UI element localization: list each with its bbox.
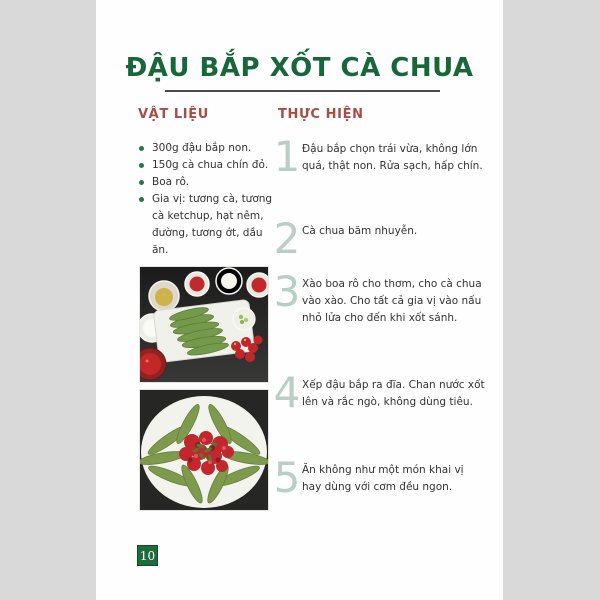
ingredient-item: 300g đậu bắp non. <box>138 140 276 157</box>
step-number: 4 <box>273 368 301 417</box>
step-number: 5 <box>273 453 301 502</box>
step-text: Xếp đậu bắp ra đĩa. Chan nước xốt lên và rắc ngò, không dùng tiêu. <box>302 379 485 408</box>
step-text: Đậu bắp chọn trái vừa, không lớn quá, thật non. Rửa sạch, hấp chín. <box>302 143 483 172</box>
instructions-heading: THỰC HIỆN <box>278 107 364 122</box>
step-1 <box>272 132 492 181</box>
ingredients-list <box>138 140 276 259</box>
step-number: 2 <box>273 214 301 263</box>
ingredients-heading: VẬT LIỆU <box>138 107 209 122</box>
ingredient-item: 150g cà chua chín đỏ. <box>138 157 276 174</box>
ingredient-item: Gia vị: tương cà, tương cà ketchup, hạt nêm, đường, tương ớt, dầu ăn. <box>138 191 276 259</box>
step-text: Xào boa rô cho thơm, cho cà chua vào xào. Cho tất cả gia vị vào nấu nhỏ lửa cho đến khi xốt sánh. <box>302 278 482 324</box>
ingredient-item: Boa rô. <box>138 174 276 191</box>
ingredients-photo <box>140 267 268 382</box>
title-divider <box>165 90 440 92</box>
step-5 <box>272 453 492 502</box>
page-number-badge: 10 <box>137 545 158 566</box>
step-text: Cà chua băm nhuyễn. <box>302 225 418 237</box>
finished-dish-photo <box>140 390 268 510</box>
step-number: 1 <box>273 132 301 181</box>
step-4 <box>272 368 492 417</box>
step-text: Ăn không như một món khai vị hay dùng với cơm đều ngon. <box>302 464 464 493</box>
recipe-page <box>96 0 503 600</box>
step-2 <box>272 214 492 263</box>
step-3 <box>272 267 492 327</box>
step-number: 3 <box>273 267 301 316</box>
page-title: ĐẬU BẮP XỐT CÀ CHUA <box>125 53 474 83</box>
